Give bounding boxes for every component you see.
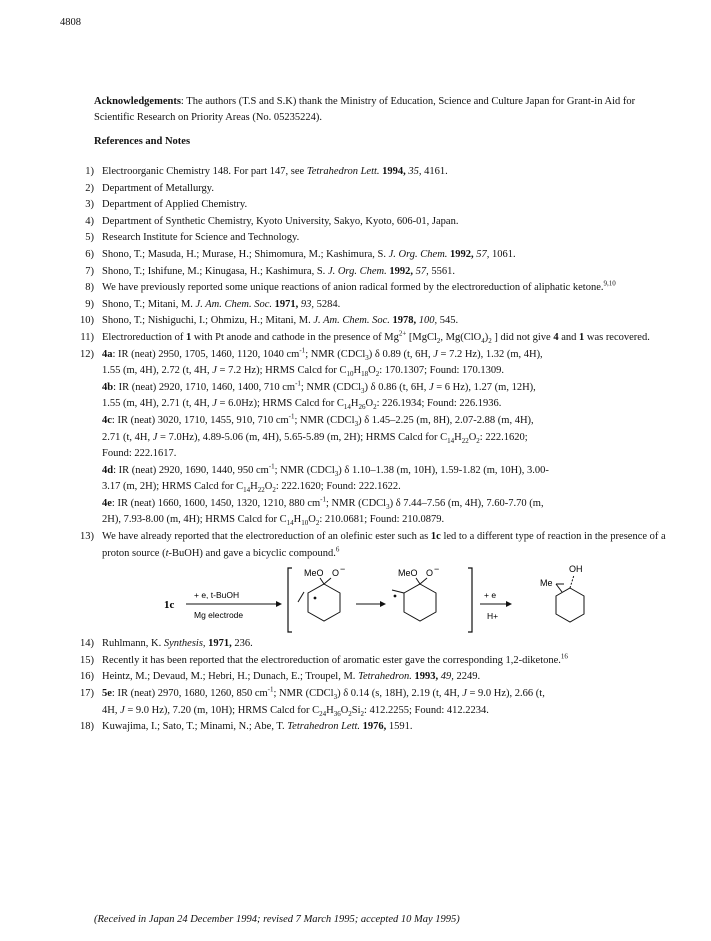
reference-15: 15) Recently it has been reported that the electroreduction of aromatic ester gave the corresponding 1,2-diketone.$^{16}$	[80, 652, 568, 666]
acknowledgements-text: : The authors (T.S and S.K) thank the Ministry of Education, Science and Culture Japan for Grant-in Aid for Scientific Research on Priority Areas (No. 05235224).	[94, 96, 636, 123]
reagent-plus-e: + e	[484, 590, 497, 601]
reference-16: 16) Heintz, M.; Devaud, M.; Hebri, H.; Dunach, E.; Troupel, M. Tetrahedron. 1993, 49, 2249.	[80, 671, 481, 683]
intermediate-2-meo: MeO	[398, 568, 418, 579]
intermediate-1-minus: −	[340, 564, 346, 575]
product-me: Me	[540, 578, 553, 589]
intermediate-2-ring	[404, 584, 436, 621]
reference-14: 14) Ruhlmann, K. Synthesis, 1971, 236.	[80, 638, 253, 650]
reference-4: 4) Department of Synthetic Chemistry, Kyoto University, Sakyo, Kyoto, 606-01, Japan.	[85, 215, 459, 227]
reference-8: 8) We have previously reported some unique reactions of anion radical formed by the electroreduction of aliphatic ketone.$^{9,10}$	[85, 279, 616, 294]
product-oh: OH	[569, 564, 583, 575]
compound-label: 1c	[164, 599, 175, 612]
bracket-left	[288, 568, 292, 632]
reference-17: 17) 5e: IR (neat) 2970, 1680, 1260, 850 $cm^{-1}$; NMR (CDCl$_3$) δ 0.14 (s, 18H), 2.19 (t, 4H, J = 9.0 Hz), 2.66 (t, 4H, J = 9.0 Hz), 7.20 (m, 10H); HRMS Calcd for $C_{24}H_{36}O_2Si_2$: 412.2255; Found: 412.2234.	[80, 685, 545, 718]
intermediate-1-o: O	[332, 568, 340, 579]
arrow-head-2	[380, 601, 386, 607]
reagent-h-plus: H+	[487, 611, 499, 622]
reference-12: 12) 4a: IR (neat) 2950, 1705, 1460, 1120, 1040 $cm^{-1}$; NMR (CDCl$_3$) δ 0.89 (t, 6H, J = 7.2 Hz), 1.32 (m, 4H), 1.55 (m, 4H), 2.72 (t, 4H, J = 7.2 Hz); HRMS Calcd for $C_{10}H_{18}O_2$: 170.1307; Found: 170.1309. 4b: IR (neat) 2920, 1710, 1460, 1400, 710 $cm^{-1}$; NMR (CDCl$_3$) δ 0.86 (t, 6H, J = 6 Hz), 1.27 (m, 12H), 1.55 (m, 4H), 2.71 (t, 4H, J = 6.0Hz); HRMS Calcd for $C_{14}H_{26}O_2$: 226.1934; Found: 226.1936. 4c: IR (neat) 3020, 1710, 1455, 910, 710 $cm^{-1}$; NMR (CDCl$_3$) δ 1.45–2.25 (m, 8H), 2.07-2.88 (m, 4H), 2.71 (t, 4H, J = 7.0Hz), 4.89-5.06 (m, 4H), 5.65-5.89 (m, 2H); HRMS Calcd for $C_{14}H_{22}O_2$: 222.1620; Found: 222.1617. 4d: IR (neat) 2920, 1690, 1440, 950 $cm^{-1}$; NMR (CDCl$_3$) δ 1.10–1.38 (m, 10H), 1.59-1.82 (m, 10H), 3.00- 3.17 (m, 2H); HRMS Calcd for $C_{14}H_{22}O_2$: 222.1620; Found: 222.1622. 4e: IR (neat) 1660, 1600, 1450, 1320, 1210, 880 $cm^{-1}$; NMR (CDCl$_3$) δ 7.44–7.56 (m, 4H), 7.60-7.70 (m, 2H), 7.93-8.00 (m, 4H); HRMS Calcd for $C_{14}H_{10}O_2$: 210.0681; Found: 210.0879.	[80, 346, 549, 528]
reagent-bottom: Mg electrode	[194, 610, 244, 621]
reaction-scheme-drawing	[164, 562, 664, 636]
reaction-scheme	[64, 562, 674, 636]
intermediate-2-o: O	[426, 568, 434, 579]
intermediate-1-meo: MeO	[304, 568, 324, 579]
product-ring	[556, 588, 584, 622]
reference-18: 18) Kuwajima, I.; Sato, T.; Minami, N.; Abe, T. Tetrahedron Lett. 1976, 1591.	[80, 721, 413, 733]
reference-9: 9) Shono, T.; Mitani, M. J. Am. Chem. Soc. 1971, 93, 5284.	[85, 298, 341, 310]
reagent-top: + e, t-BuOH	[194, 590, 240, 601]
bracket-right	[468, 568, 472, 632]
references-list	[64, 164, 674, 736]
arrow-head-1	[276, 601, 282, 607]
received-dates: (Received in Japan 24 December 1994; revised 7 March 1995; accepted 10 May 1995)	[94, 914, 460, 925]
reference-2: 2) Department of Metallurgy.	[85, 182, 214, 194]
acknowledgements-heading: Acknowledgements	[94, 96, 181, 107]
arrow-head-3	[506, 601, 512, 607]
intermediate-1-ring	[308, 584, 340, 621]
references-heading: References and Notes	[94, 136, 191, 147]
reference-3: 3) Department of Applied Chemistry.	[85, 199, 248, 211]
reference-13: 13) We have already reported that the electroreduction of an olefinic ester such as 1c led to a different type of reaction in the presence of a proton source (t-BuOH) and gave a bicyclic compound.$^6$	[80, 531, 666, 559]
reference-11: 11) Electroreduction of 1 with Pt anode and cathode in the presence of $Mg^{2+}$ [MgCl$_2$, $Mg(ClO_4)_2$ ] did not give 4 and 1 was recovered.	[80, 329, 650, 346]
reference-5: 5) Research Institute for Science and Technology.	[85, 232, 300, 244]
reference-6: 6) Shono, T.; Masuda, H.; Murase, H.; Shimomura, M.; Kashimura, S. J. Org. Chem. 1992, 57, 1061.	[85, 248, 516, 260]
reference-7: 7) Shono, T.; Ishifune, M.; Kinugasa, H.; Kashimura, S. J. Org. Chem. 1992, 57, 5561.	[85, 265, 455, 277]
reference-10: 10) Shono, T.; Nishiguchi, I.; Ohmizu, H.; Mitani, M. J. Am. Chem. Soc. 1978, 100, 545.	[80, 315, 459, 327]
reference-1: 1) Electroorganic Chemistry 148. For part 147, see Tetrahedron Lett. 1994, 35, 4161.	[85, 166, 448, 177]
acknowledgements	[94, 94, 664, 126]
svg-text:−: −	[434, 564, 440, 575]
page-number: 4808	[60, 17, 81, 28]
